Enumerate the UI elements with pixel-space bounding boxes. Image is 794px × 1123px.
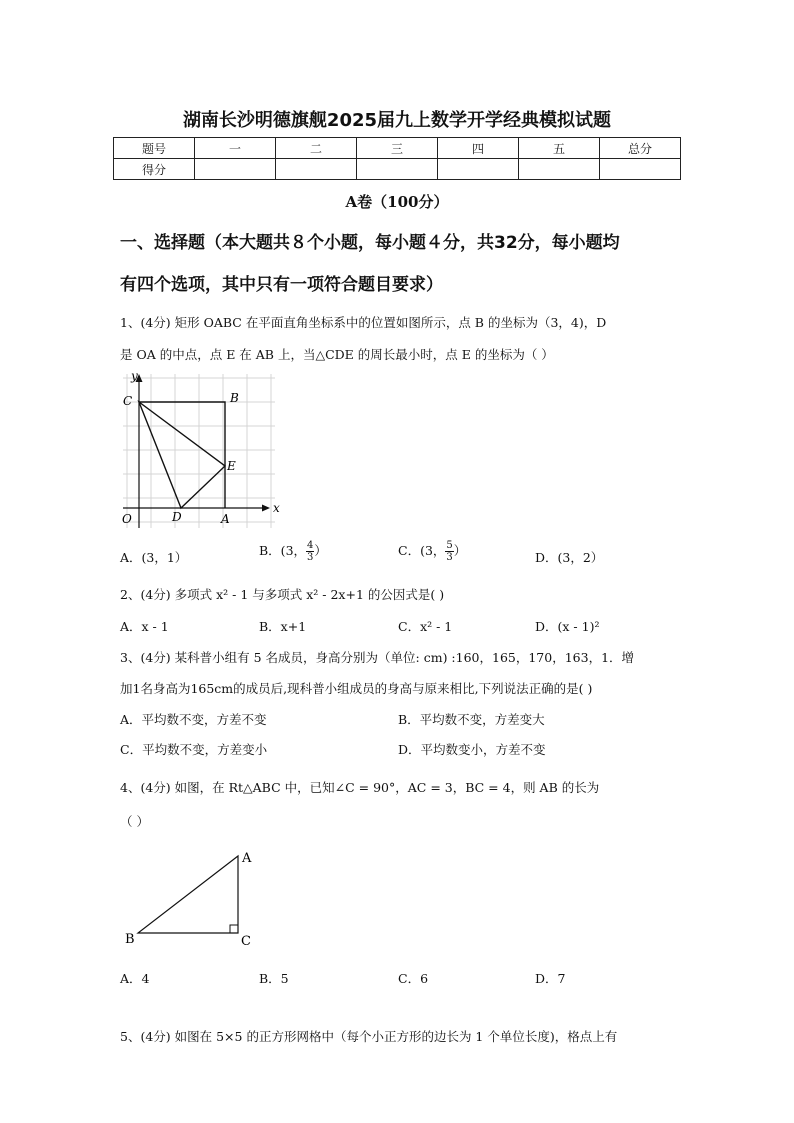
fraction bbox=[445, 540, 453, 563]
q1-option-c-prefix: C．(3， bbox=[398, 543, 446, 558]
q4-label-b: B bbox=[125, 932, 135, 947]
q4-triangle-abc bbox=[138, 856, 238, 933]
q1-rectangle bbox=[139, 402, 225, 508]
q1-text-line2: 是 OA 的中点，点 E 在 AB 上，当△CDE 的周长最小时，点 E 的坐标为（ ） bbox=[120, 347, 554, 362]
q1-label-a: A bbox=[221, 512, 230, 526]
q1-label-d: D bbox=[172, 510, 182, 524]
q1-rectangle-figure bbox=[115, 368, 285, 533]
q1-label-e: E bbox=[227, 459, 236, 473]
score-table-header-row bbox=[114, 138, 681, 159]
q1-option-b-prefix: B．(3， bbox=[259, 543, 307, 558]
table-cell: 总分 bbox=[600, 138, 681, 159]
table-cell: 得分 bbox=[114, 159, 195, 180]
q1-option-c-suffix: ） bbox=[453, 543, 467, 558]
q4-option-b: B．5 bbox=[259, 971, 289, 986]
q4-label-c: C bbox=[241, 934, 251, 948]
table-cell: 题号 bbox=[114, 138, 195, 159]
score-input-cell bbox=[438, 159, 519, 180]
table-cell: 五 bbox=[519, 138, 600, 159]
arrow-icon bbox=[262, 505, 270, 512]
q1-option-b bbox=[259, 540, 327, 563]
q3-option-b: B．平均数不变，方差变大 bbox=[398, 712, 545, 727]
q4-text-line2: （ ） bbox=[120, 814, 149, 829]
q1-option-a: A．(3，1） bbox=[120, 550, 188, 565]
table-cell: 二 bbox=[276, 138, 357, 159]
q2-option-b: B．x+1 bbox=[259, 619, 307, 634]
table-cell: 三 bbox=[357, 138, 438, 159]
score-table-score-row bbox=[114, 159, 681, 180]
score-input-cell bbox=[357, 159, 438, 180]
right-angle-mark bbox=[230, 925, 238, 933]
fraction-denominator: 3 bbox=[446, 552, 453, 563]
q4-option-c: C．6 bbox=[398, 971, 429, 986]
fraction-numerator: 4 bbox=[307, 540, 314, 551]
q1-option-d: D．(3，2） bbox=[535, 550, 604, 565]
part-one-heading-line2: 有四个选项，其中只有一项符合题目要求） bbox=[120, 275, 443, 295]
q3-option-a: A．平均数不变，方差不变 bbox=[120, 712, 267, 727]
q5-text-line1: 5、(4分) 如图在 5×5 的正方形网格中（每个小正方形的边长为 1 个单位长度)，格点上有 bbox=[120, 1029, 618, 1044]
q3-option-d: D．平均数变小，方差不变 bbox=[398, 742, 546, 757]
q1-triangle-cde bbox=[139, 402, 225, 508]
q3-text-line1: 3、(4分) 某科普小组有 5 名成员，身高分别为（单位: cm) :160，165，170，163，1．增 bbox=[120, 650, 635, 665]
score-input-cell bbox=[600, 159, 681, 180]
table-cell: 四 bbox=[438, 138, 519, 159]
score-table bbox=[113, 137, 681, 180]
fraction-denominator: 3 bbox=[307, 552, 314, 563]
q1-text-line1: 1、(4分) 矩形 OABC 在平面直角坐标系中的位置如图所示，点 B 的坐标为（3，4)，D bbox=[120, 315, 607, 330]
q4-option-a: A．4 bbox=[120, 971, 150, 986]
q3-option-c: C．平均数不变，方差变小 bbox=[120, 742, 268, 757]
score-input-cell bbox=[519, 159, 600, 180]
score-input-cell bbox=[195, 159, 276, 180]
table-cell: 一 bbox=[195, 138, 276, 159]
score-input-cell bbox=[276, 159, 357, 180]
q4-triangle-figure bbox=[120, 848, 270, 948]
q1-label-o: O bbox=[122, 512, 132, 526]
q2-option-a: A．x - 1 bbox=[120, 619, 169, 634]
q1-option-b-suffix: ） bbox=[314, 543, 327, 558]
q1-label-y: y bbox=[131, 369, 138, 383]
q1-option-c bbox=[398, 540, 466, 563]
q1-grid bbox=[123, 374, 275, 528]
q4-text-line1: 4、(4分) 如图，在 Rt△ABC 中，已知∠C = 90°，AC = 3，BC = 4，则 AB 的长为 bbox=[120, 780, 600, 795]
page-title: 湖南长沙明德旗舰2025届九上数学开学经典模拟试题 bbox=[182, 110, 612, 131]
section-a-title: A卷（100分） bbox=[345, 193, 449, 211]
fraction-numerator: 5 bbox=[446, 540, 453, 551]
q4-label-a: A bbox=[242, 851, 252, 866]
q2-text-line1: 2、(4分) 多项式 x² - 1 与多项式 x² - 2x+1 的公因式是( ) bbox=[120, 587, 445, 602]
q1-label-x: x bbox=[273, 501, 280, 515]
q3-text-line2: 加1名身高为165cm的成员后,现科普小组成员的身高与原来相比,下列说法正确的是( ) bbox=[120, 681, 593, 696]
q2-option-c: C．x² - 1 bbox=[398, 619, 453, 634]
q4-option-d: D．7 bbox=[535, 971, 566, 986]
q1-label-c: C bbox=[123, 394, 133, 408]
part-one-heading-line1: 一、选择题（本大题共８个小题，每小题４分，共32分，每小题均 bbox=[120, 233, 620, 253]
q2-option-d: D．(x - 1)² bbox=[535, 619, 600, 634]
q1-label-b: B bbox=[230, 391, 239, 405]
